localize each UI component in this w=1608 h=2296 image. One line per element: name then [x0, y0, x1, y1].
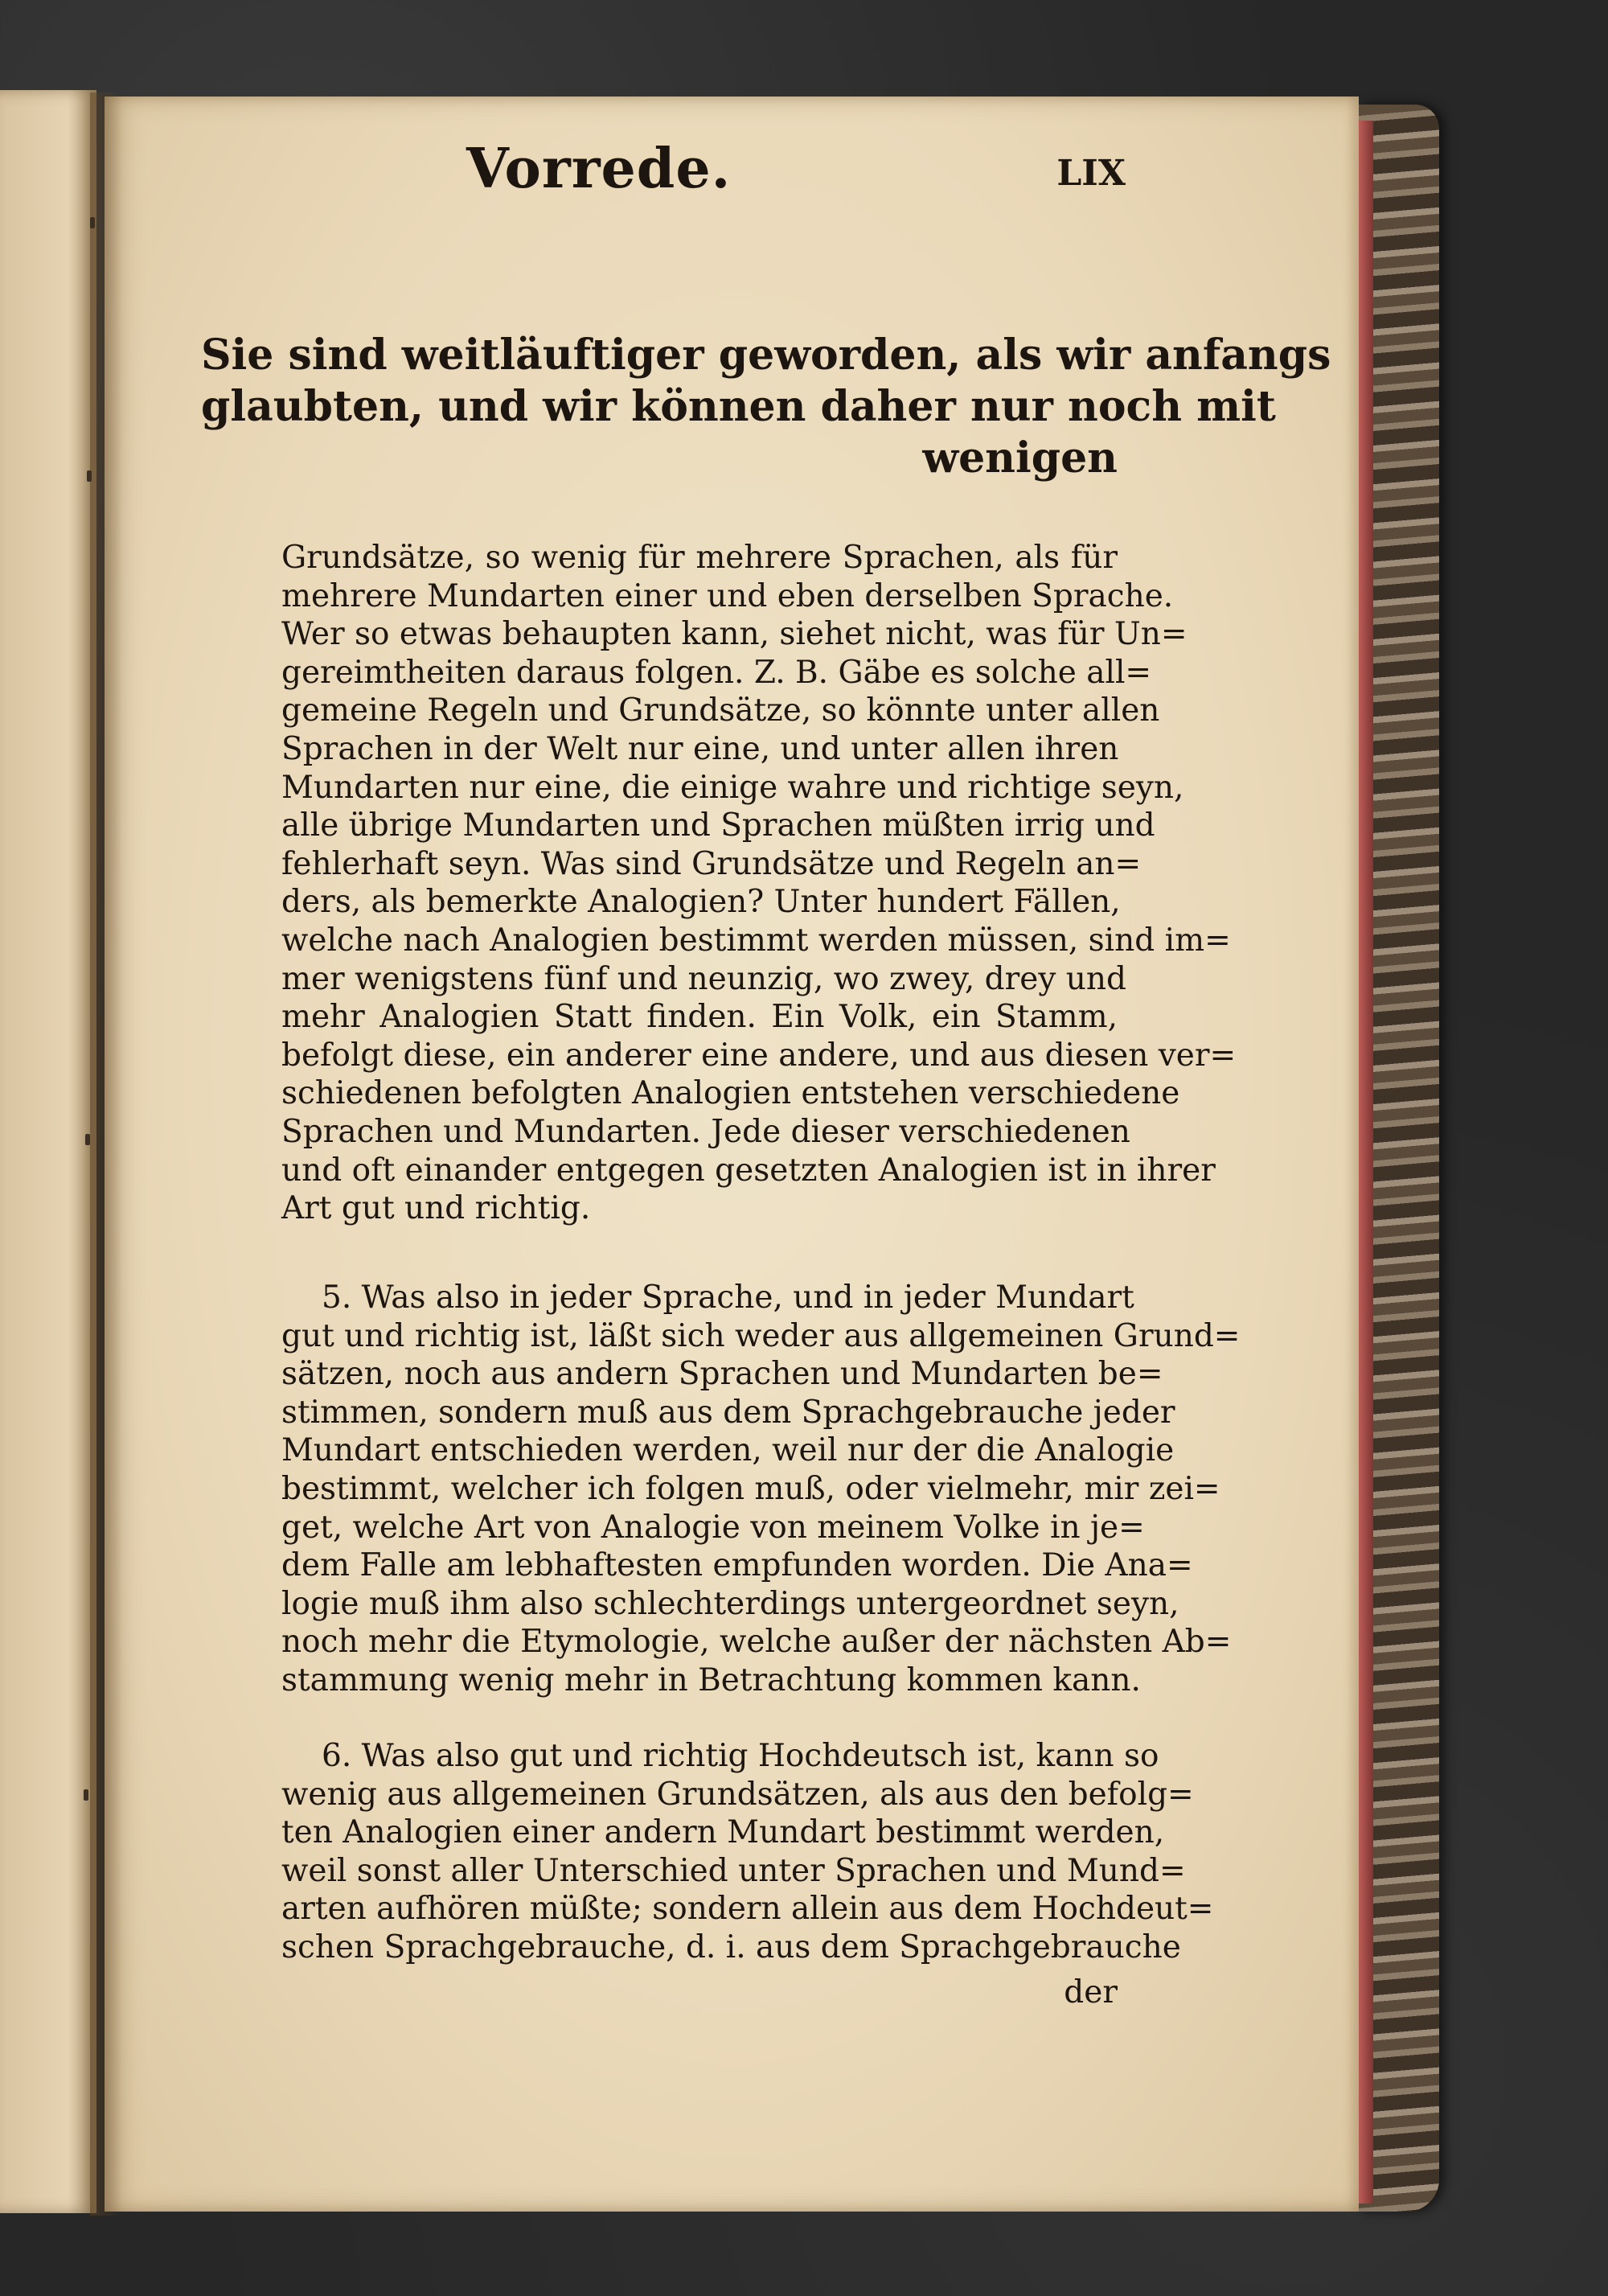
text-line: weil sonst aller Unterschied unter Sprachen und Mund=	[281, 1852, 1186, 1889]
page-number: LIX	[1056, 153, 1126, 194]
text-line: Mundarten nur eine, die einige wahre und richtige seyn,	[281, 769, 1184, 806]
binding-stitch	[90, 217, 95, 228]
running-head-title: Vorrede.	[466, 137, 732, 201]
binding-stitch	[85, 1134, 90, 1145]
text-line: dem Falle am lebhaftesten empfunden worden. Die Ana=	[281, 1547, 1193, 1584]
text-line: gemeine Regeln und Grundsätze, so könnte unter allen	[281, 692, 1160, 729]
text-line: alle übrige Mundarten und Sprachen müßten irrig und	[281, 807, 1155, 844]
text-line: Grundsätze, so wenig für mehrere Sprachen, als für	[281, 540, 1118, 576]
text-line: sätzen, noch aus andern Sprachen und Mundarten be=	[281, 1356, 1163, 1393]
note-line: glaubten, und wir können daher nur noch mit	[201, 382, 1276, 431]
text-line: und oft einander entgegen gesetzten Analogien ist in ihrer	[281, 1152, 1216, 1189]
text-line: Sprachen und Mundarten. Jede dieser verschiedenen	[281, 1113, 1130, 1150]
text-line: welche nach Analogien bestimmt werden müssen, sind im=	[281, 922, 1231, 959]
binding-stitch	[84, 1789, 88, 1801]
pasted-note	[201, 330, 1331, 484]
text-line: noch mehr die Etymologie, welche außer der nächsten Ab=	[281, 1624, 1232, 1661]
text-line: fehlerhaft seyn. Was sind Grundsätze und Regeln an=	[281, 845, 1142, 882]
paragraph-6	[281, 1737, 1214, 1967]
text-line: mer wenigstens fünf und neunzig, wo zwey, drey und	[281, 960, 1126, 997]
text-line: gut und richtig ist, läßt sich weder aus allgemeinen Grund=	[281, 1317, 1241, 1354]
left-page-edge	[0, 90, 96, 2213]
page-gutter-shadow	[90, 92, 122, 2216]
text-line: logie muß ihm also schlechterdings untergeordnet seyn,	[281, 1585, 1179, 1622]
text-line: mehrere Mundarten einer und eben derselben Sprache.	[281, 577, 1174, 614]
text-line: stammung wenig mehr in Betrachtung kommen kann.	[281, 1661, 1141, 1698]
text-line: Art gut und richtig.	[281, 1190, 591, 1227]
text-line: mehr Analogien Statt finden. Ein Volk, ein Stamm,	[281, 999, 1118, 1036]
text-line: bestimmt, welcher ich folgen muß, oder vielmehr, mir zei=	[281, 1470, 1220, 1507]
text-line: 6. Was also gut und richtig Hochdeutsch ist, kann so	[322, 1738, 1159, 1774]
note-line: wenigen	[922, 433, 1118, 483]
text-line: arten aufhören müßte; sondern allein aus dem Hochdeut=	[281, 1891, 1214, 1928]
text-line: Mundart entschieden werden, weil nur der die Analogie	[281, 1432, 1175, 1469]
text-line: schiedenen befolgten Analogien entstehen verschiedene	[281, 1075, 1180, 1112]
note-line: Sie sind weitläuftiger geworden, als wir anfangs	[201, 331, 1331, 380]
paragraph-grundsaetze	[281, 539, 1237, 1228]
text-line: schen Sprachgebrauche, d. i. aus dem Sprachgebrauche	[281, 1928, 1181, 1965]
text-line: ders, als bemerkte Analogien? Unter hundert Fällen,	[281, 884, 1121, 921]
text-line: get, welche Art von Analogie von meinem Volke in je=	[281, 1509, 1145, 1546]
text-line: befolgt diese, ein anderer eine andere, und aus diesen ver=	[281, 1037, 1237, 1074]
text-line: wenig aus allgemeinen Grundsätzen, als aus den befolg=	[281, 1776, 1194, 1813]
binding-stitch	[87, 470, 92, 482]
text-line: stimmen, sondern muß aus dem Sprachgebrauche jeder	[281, 1394, 1175, 1431]
text-line: Wer so etwas behaupten kann, siehet nicht, was für Un=	[281, 616, 1188, 653]
text-line: ten Analogien einer andern Mundart bestimmt werden,	[281, 1814, 1165, 1851]
catchword: der	[1064, 1974, 1118, 2011]
text-line: gereimtheiten daraus folgen. Z. B. Gäbe es solche all=	[281, 654, 1152, 691]
text-line: 5. Was also in jeder Sprache, und in jeder Mundart	[322, 1279, 1134, 1316]
text-line: Sprachen in der Welt nur eine, und unter allen ihren	[281, 730, 1119, 767]
paragraph-5	[281, 1279, 1241, 1700]
